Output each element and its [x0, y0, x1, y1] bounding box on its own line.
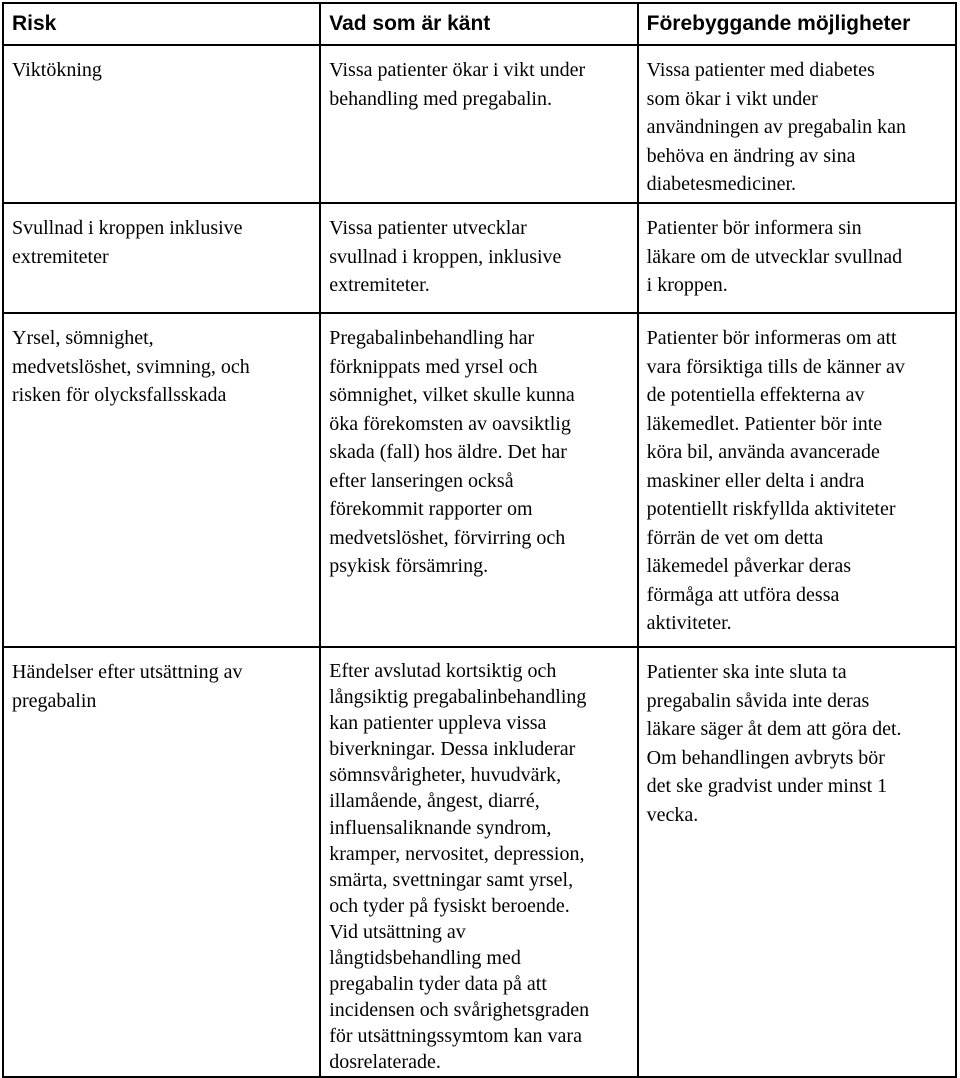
- risk-cell: [3, 313, 320, 647]
- table-row: [3, 647, 956, 1077]
- header-prevention: Förebyggande möjligheter: [638, 3, 956, 45]
- prevention-text: Patienter bör informeras om att vara försiktiga tills de känner av de potentiella effekterna av läkemedlet. Patienter bör inte köra bil, använda avancerade maskiner eller delta i andra potentiellt riskfyllda aktiviteter förrän de vet om detta läkemedel påverkar deras förmåga att utföra dessa aktiviteter.: [646, 327, 905, 634]
- risk-table: [2, 2, 957, 1078]
- risk-text: Yrsel, sömnighet, medvetslöshet, svimning, och risken för olycksfallsskada: [12, 327, 250, 406]
- table-header: [3, 3, 956, 45]
- prevention-cell: [638, 313, 956, 647]
- table-row: [3, 203, 956, 313]
- table-row: [3, 45, 956, 203]
- risk-cell: [3, 45, 320, 203]
- prevention-cell: [638, 647, 956, 1077]
- known-cell: [320, 203, 637, 313]
- risk-text: Svullnad i kroppen inklusive extremiteter: [12, 217, 243, 268]
- known-text: Vissa patienter ökar i vikt under behandling med pregabalin.: [329, 59, 586, 110]
- table-row: [3, 313, 956, 647]
- risk-text: Händelser efter utsättning av pregabalin: [12, 661, 243, 712]
- table-body: [3, 45, 956, 1077]
- known-text: Efter avslutad kortsiktig och långsiktig pregabalinbehandling kan patienter uppleva vissa biverkningar. Dessa inkluderar sömnsvårigheter, huvudvärk, illamående, ångest, diarré, influensaliknande syndrom, kramper, nervositet, depression, smärta, svettningar samt yrsel, och tyder på fysiskt beroende. Vid utsättning av långtidsbehandling med pregabalin tyder data på att incidensen och svårighetsgraden för utsättningssymtom kan vara dosrelaterade.: [329, 660, 590, 1074]
- prevention-text: Patienter bör informera sin läkare om de utvecklar svullnad i kroppen.: [646, 217, 903, 296]
- known-cell: [320, 45, 637, 203]
- known-text: Pregabalinbehandling har förknippats med yrsel och sömnighet, vilket skulle kunna öka förekomsten av oavsiktlig skada (fall) hos äldre. Det har efter lanseringen också förekommit rapporter om medvetslöshet, förvirring och psykisk försämring.: [329, 327, 575, 577]
- prevention-text: Vissa patienter med diabetes som ökar i vikt under användningen av pregabalin kan behöva en ändring av sina diabetesmediciner.: [646, 59, 907, 195]
- known-cell: [320, 647, 637, 1077]
- header-row: [3, 3, 956, 45]
- header-known: Vad som är känt: [320, 3, 637, 45]
- known-text: Vissa patienter utvecklar svullnad i kroppen, inklusive extremiteter.: [329, 217, 562, 296]
- risk-cell: [3, 203, 320, 313]
- prevention-text: Patienter ska inte sluta ta pregabalin såvida inte deras läkare säger åt dem att göra det. Om behandlingen avbryts bör det ske gradvist under minst 1 vecka.: [646, 661, 902, 826]
- prevention-cell: [638, 203, 956, 313]
- risk-cell: [3, 647, 320, 1077]
- known-cell: [320, 313, 637, 647]
- prevention-cell: [638, 45, 956, 203]
- risk-text: Viktökning: [12, 59, 102, 81]
- header-risk: Risk: [3, 3, 320, 45]
